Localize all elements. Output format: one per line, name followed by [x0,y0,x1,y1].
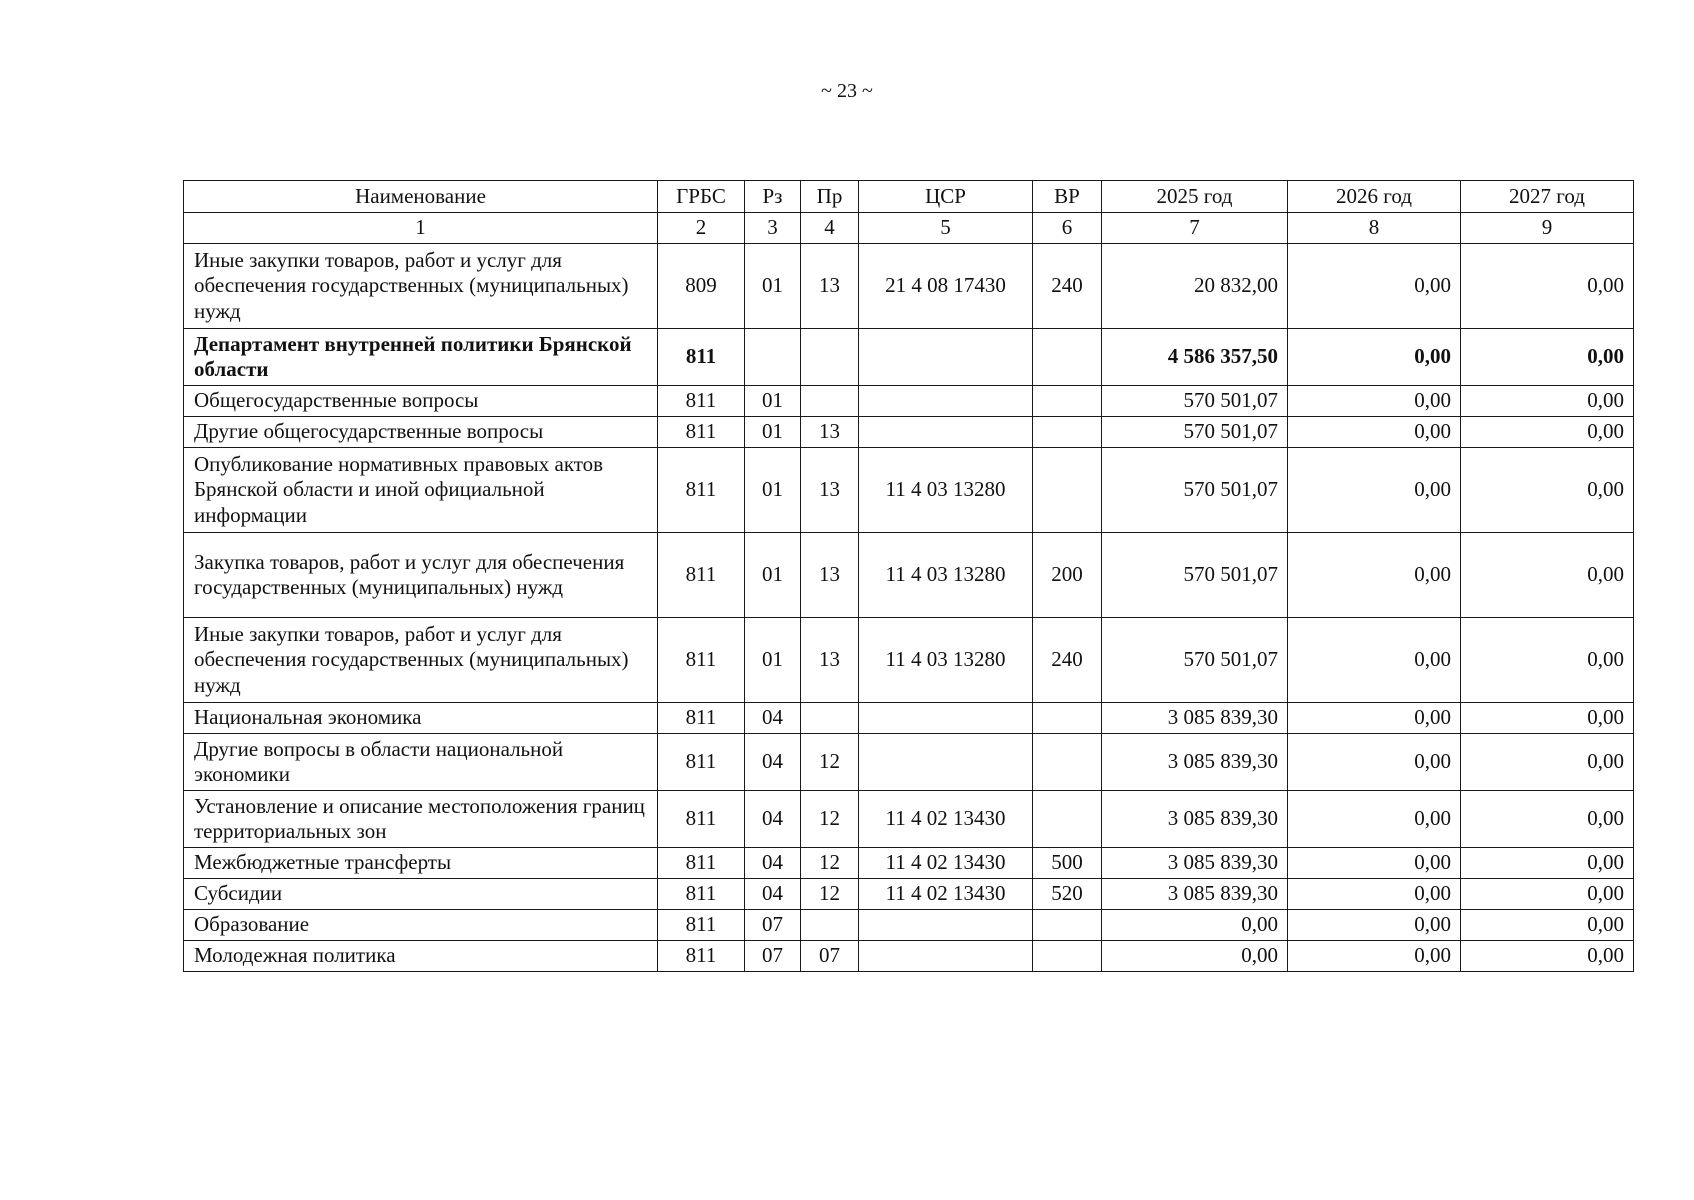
header-rz: Рз [745,181,801,213]
header-csr: ЦСР [859,181,1033,213]
cell-name: Другие общегосударственные вопросы [184,417,658,448]
cell-rz [745,329,801,386]
cell-csr: 11 4 02 13430 [859,879,1033,910]
cell-pr: 13 [801,417,859,448]
cell-grbs: 811 [658,848,745,879]
cell-csr: 11 4 02 13430 [859,791,1033,848]
cell-pr [801,329,859,386]
column-number: 9 [1461,213,1634,244]
cell-2025: 570 501,07 [1102,417,1288,448]
cell-pr [801,910,859,941]
cell-2025: 570 501,07 [1102,618,1288,703]
cell-grbs: 811 [658,791,745,848]
cell-vr [1033,734,1102,791]
cell-2026: 0,00 [1288,329,1461,386]
cell-2026: 0,00 [1288,618,1461,703]
cell-vr [1033,417,1102,448]
column-number: 2 [658,213,745,244]
cell-name: Закупка товаров, работ и услуг для обеспечения государственных (муниципальных) нужд [184,533,658,618]
cell-rz: 01 [745,417,801,448]
cell-2027: 0,00 [1461,448,1634,533]
cell-name: Молодежная политика [184,941,658,972]
cell-2027: 0,00 [1461,386,1634,417]
cell-2026: 0,00 [1288,910,1461,941]
cell-rz: 07 [745,910,801,941]
cell-grbs: 811 [658,329,745,386]
table-row [184,910,1634,941]
cell-name: Опубликование нормативных правовых актов Брянской области и иной официальной информации [184,448,658,533]
cell-2027: 0,00 [1461,910,1634,941]
cell-vr: 200 [1033,533,1102,618]
cell-2025: 0,00 [1102,910,1288,941]
cell-csr [859,417,1033,448]
cell-2027: 0,00 [1461,533,1634,618]
column-number: 4 [801,213,859,244]
cell-rz: 01 [745,244,801,329]
cell-grbs: 811 [658,386,745,417]
cell-grbs: 811 [658,703,745,734]
cell-2027: 0,00 [1461,848,1634,879]
cell-2025: 570 501,07 [1102,533,1288,618]
cell-2027: 0,00 [1461,791,1634,848]
budget-table [183,180,1634,972]
cell-vr [1033,910,1102,941]
cell-pr: 12 [801,791,859,848]
cell-pr: 12 [801,734,859,791]
cell-rz: 04 [745,734,801,791]
header-row [184,181,1634,213]
cell-name: Образование [184,910,658,941]
cell-vr: 240 [1033,244,1102,329]
cell-pr: 13 [801,533,859,618]
header-2025: 2025 год [1102,181,1288,213]
page-number: ~ 23 ~ [821,80,873,102]
cell-vr [1033,448,1102,533]
cell-grbs: 811 [658,533,745,618]
cell-2027: 0,00 [1461,734,1634,791]
table-body [184,213,1634,972]
cell-2025: 3 085 839,30 [1102,703,1288,734]
header-pr: Пр [801,181,859,213]
cell-2026: 0,00 [1288,417,1461,448]
cell-rz: 01 [745,386,801,417]
cell-grbs: 809 [658,244,745,329]
cell-2026: 0,00 [1288,941,1461,972]
cell-vr [1033,329,1102,386]
cell-rz: 04 [745,791,801,848]
cell-2025: 3 085 839,30 [1102,848,1288,879]
cell-csr: 21 4 08 17430 [859,244,1033,329]
column-number: 5 [859,213,1033,244]
cell-2026: 0,00 [1288,533,1461,618]
cell-name: Департамент внутренней политики Брянской области [184,329,658,386]
cell-pr: 07 [801,941,859,972]
cell-grbs: 811 [658,448,745,533]
table-row [184,618,1634,703]
cell-2025: 3 085 839,30 [1102,791,1288,848]
cell-2027: 0,00 [1461,244,1634,329]
cell-csr [859,941,1033,972]
cell-pr: 12 [801,848,859,879]
cell-pr: 13 [801,618,859,703]
column-number-row [184,213,1634,244]
cell-2025: 570 501,07 [1102,386,1288,417]
cell-name: Общегосударственные вопросы [184,386,658,417]
column-number: 1 [184,213,658,244]
cell-grbs: 811 [658,618,745,703]
cell-2026: 0,00 [1288,879,1461,910]
column-number: 8 [1288,213,1461,244]
table-row [184,734,1634,791]
cell-2027: 0,00 [1461,879,1634,910]
cell-grbs: 811 [658,941,745,972]
cell-csr [859,734,1033,791]
column-number: 6 [1033,213,1102,244]
table-row [184,386,1634,417]
header-2026: 2026 год [1288,181,1461,213]
table-row [184,244,1634,329]
cell-csr [859,703,1033,734]
cell-2025: 4 586 357,50 [1102,329,1288,386]
cell-csr: 11 4 03 13280 [859,448,1033,533]
cell-name: Установление и описание местоположения границ территориальных зон [184,791,658,848]
cell-name: Иные закупки товаров, работ и услуг для обеспечения государственных (муниципальных) нужд [184,244,658,329]
cell-2026: 0,00 [1288,734,1461,791]
cell-2026: 0,00 [1288,703,1461,734]
cell-pr: 12 [801,879,859,910]
cell-2027: 0,00 [1461,618,1634,703]
cell-2026: 0,00 [1288,791,1461,848]
cell-vr: 500 [1033,848,1102,879]
cell-2025: 3 085 839,30 [1102,734,1288,791]
cell-rz: 04 [745,703,801,734]
cell-2027: 0,00 [1461,703,1634,734]
header-name: Наименование [184,181,658,213]
cell-grbs: 811 [658,879,745,910]
table-row [184,791,1634,848]
cell-rz: 01 [745,618,801,703]
column-number: 7 [1102,213,1288,244]
header-vr: ВР [1033,181,1102,213]
cell-pr: 13 [801,448,859,533]
cell-rz: 07 [745,941,801,972]
cell-2025: 20 832,00 [1102,244,1288,329]
cell-name: Субсидии [184,879,658,910]
cell-2026: 0,00 [1288,244,1461,329]
cell-csr: 11 4 02 13430 [859,848,1033,879]
cell-csr: 11 4 03 13280 [859,533,1033,618]
cell-2027: 0,00 [1461,329,1634,386]
cell-vr: 520 [1033,879,1102,910]
header-2027: 2027 год [1461,181,1634,213]
cell-csr [859,329,1033,386]
cell-name: Иные закупки товаров, работ и услуг для обеспечения государственных (муниципальных) нужд [184,618,658,703]
table-row [184,703,1634,734]
cell-csr: 11 4 03 13280 [859,618,1033,703]
cell-2025: 3 085 839,30 [1102,879,1288,910]
cell-2026: 0,00 [1288,386,1461,417]
cell-2025: 570 501,07 [1102,448,1288,533]
cell-pr: 13 [801,244,859,329]
cell-rz: 01 [745,533,801,618]
cell-csr [859,386,1033,417]
header-grbs: ГРБС [658,181,745,213]
cell-rz: 01 [745,448,801,533]
table-row [184,329,1634,386]
cell-2027: 0,00 [1461,941,1634,972]
table-row [184,533,1634,618]
cell-2027: 0,00 [1461,417,1634,448]
cell-2026: 0,00 [1288,448,1461,533]
cell-csr [859,910,1033,941]
table-row [184,879,1634,910]
cell-vr: 240 [1033,618,1102,703]
cell-rz: 04 [745,879,801,910]
cell-pr [801,386,859,417]
cell-2026: 0,00 [1288,848,1461,879]
column-number: 3 [745,213,801,244]
cell-pr [801,703,859,734]
cell-grbs: 811 [658,734,745,791]
table-row [184,848,1634,879]
table-row [184,417,1634,448]
table-row [184,448,1634,533]
cell-vr [1033,941,1102,972]
cell-grbs: 811 [658,910,745,941]
cell-vr [1033,791,1102,848]
cell-rz: 04 [745,848,801,879]
cell-vr [1033,703,1102,734]
cell-grbs: 811 [658,417,745,448]
cell-name: Национальная экономика [184,703,658,734]
cell-2025: 0,00 [1102,941,1288,972]
table-row [184,941,1634,972]
cell-vr [1033,386,1102,417]
cell-name: Межбюджетные трансферты [184,848,658,879]
cell-name: Другие вопросы в области национальной экономики [184,734,658,791]
